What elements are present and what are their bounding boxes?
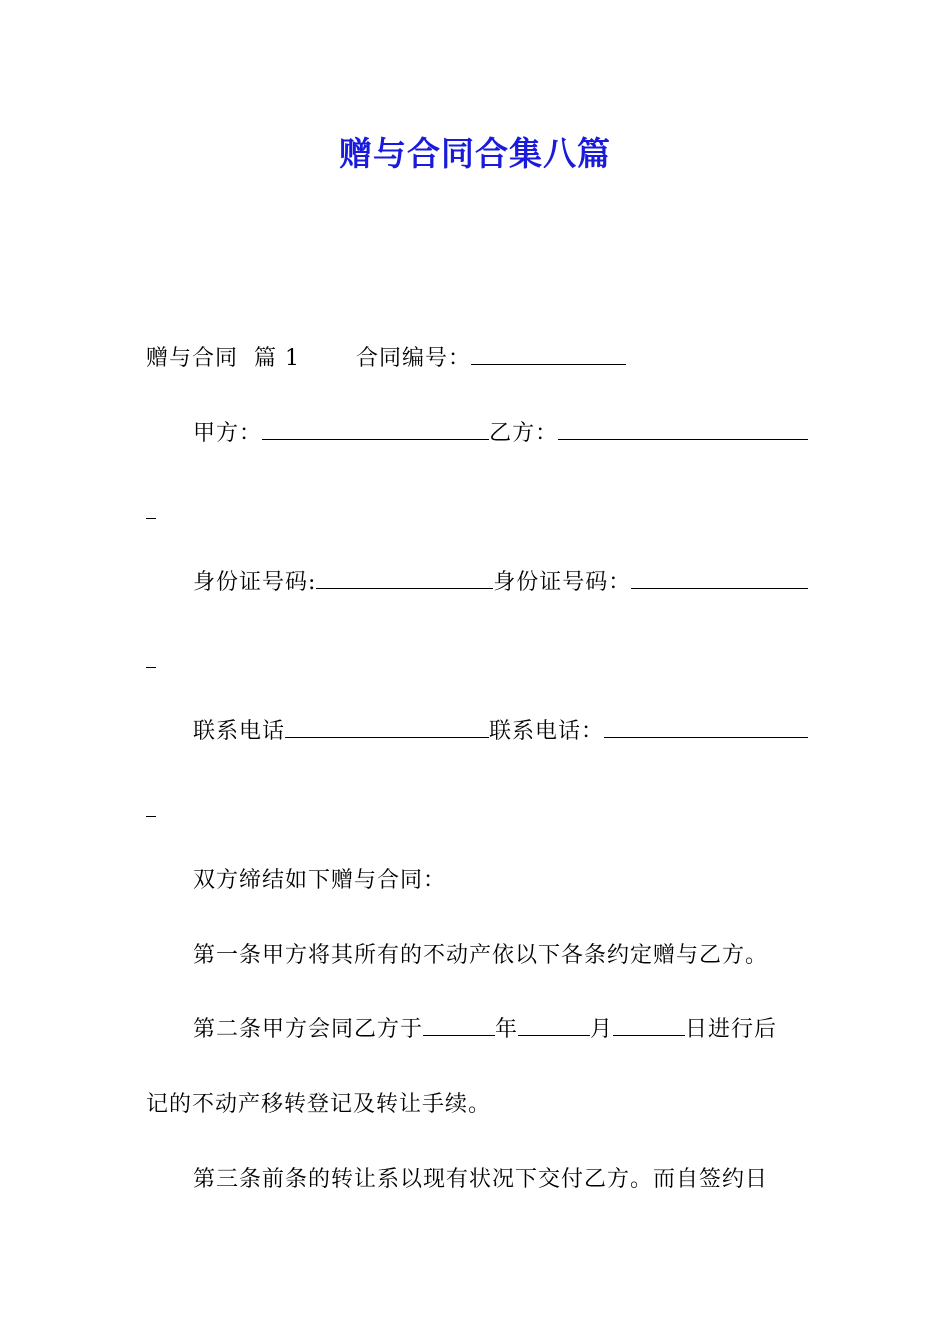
party-line-overflow-dash [146, 518, 156, 519]
party-b-blank [558, 419, 808, 440]
phone-b-label: 联系电话： [489, 719, 605, 744]
id-b-label: 身份证号码： [493, 570, 632, 595]
contract-header-line [146, 344, 808, 374]
party-b-label: 乙方： [489, 421, 559, 446]
phone-line-overflow-dash [146, 816, 156, 817]
id-b-blank [631, 568, 808, 589]
article-2-day-suffix: 日进行后 [685, 1017, 778, 1042]
phone-line [193, 717, 808, 747]
contract-label: 赠与合同 [146, 346, 239, 371]
party-a-label: 甲方： [193, 421, 263, 446]
document-title: 赠与合同合集八篇 [339, 134, 611, 173]
contract-number-blank [471, 344, 626, 365]
month-label: 月 [590, 1017, 614, 1042]
article-2-line-2: 记的不动产移转登记及转让手续。 [146, 1092, 492, 1117]
party-a-blank [262, 419, 489, 440]
article-2-prefix: 第二条甲方会同乙方于 [193, 1017, 424, 1042]
day-blank [613, 1015, 685, 1036]
phone-a-label: 联系电话 [193, 719, 286, 744]
id-line [193, 568, 808, 598]
article-1: 第一条甲方将其所有的不动产依以下各条约定赠与乙方。 [193, 943, 769, 968]
year-label: 年 [495, 1017, 519, 1042]
phone-a-blank [285, 717, 489, 738]
phone-b-blank [604, 717, 808, 738]
year-blank [423, 1015, 495, 1036]
contract-number-label: 合同编号： [356, 346, 472, 371]
intro-paragraph: 双方缔结如下赠与合同： [193, 868, 447, 893]
party-line [193, 419, 808, 449]
id-a-blank [316, 568, 493, 589]
article-2-line-1 [193, 1015, 808, 1045]
id-line-overflow-dash [146, 667, 156, 668]
id-a-label: 身份证号码: [193, 570, 317, 595]
contract-part: 篇 1 [254, 346, 301, 371]
article-3: 第三条前条的转让系以现有状况下交付乙方。而自签约日 [193, 1167, 769, 1192]
month-blank [518, 1015, 590, 1036]
